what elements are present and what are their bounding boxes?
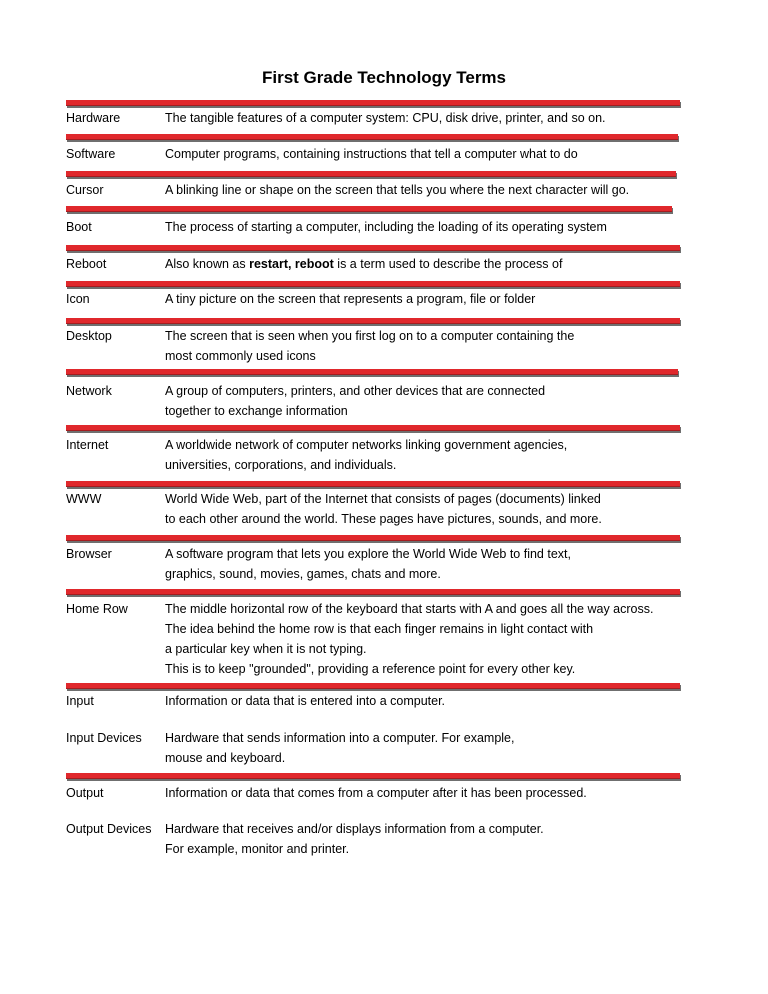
term-definition — [165, 783, 587, 803]
term-definition — [165, 144, 578, 164]
definition-line: Information or data that comes from a computer after it has been processed. — [165, 786, 587, 800]
divider-rule — [66, 245, 680, 251]
definition-line: universities, corporations, and individuals. — [165, 458, 397, 472]
term-definition — [165, 691, 445, 711]
term-label: Desktop — [66, 329, 112, 343]
term-label: Hardware — [66, 111, 121, 125]
definition-line: A software program that lets you explore the World Wide Web to find text, — [165, 547, 571, 561]
definition-line: Also known as restart, reboot is a term used to describe the process of — [165, 257, 563, 271]
term-definition — [165, 217, 607, 237]
divider-rule — [66, 481, 680, 487]
term-label: Output Devices — [66, 822, 152, 836]
divider-rule — [66, 683, 680, 689]
term-definition — [165, 326, 574, 366]
divider-rule — [66, 773, 680, 779]
definition-line: A tiny picture on the screen that represents a program, file or folder — [165, 292, 536, 306]
term-definition — [165, 819, 544, 859]
divider-rule — [66, 134, 678, 140]
term-definition — [165, 728, 514, 768]
page-title: First Grade Technology Terms — [261, 68, 507, 87]
divider-rule — [66, 281, 680, 287]
divider-rule — [66, 589, 680, 595]
definition-line: The idea behind the home row is that each finger remains in light contact with — [165, 622, 594, 636]
term-definition — [165, 180, 629, 200]
definition-line: This is to keep "grounded", providing a reference point for every other key. — [165, 662, 576, 676]
term-label: Output — [66, 786, 104, 800]
term-label: Software — [66, 147, 116, 161]
definition-line: Hardware that sends information into a computer. For example, — [165, 731, 515, 745]
definition-line: The screen that is seen when you first log on to a computer containing the — [165, 329, 575, 343]
definition-line: graphics, sound, movies, games, chats and more. — [165, 567, 441, 581]
divider-rule — [66, 206, 672, 212]
term-definition — [165, 489, 602, 529]
definition-line: A blinking line or shape on the screen that tells you where the next character will go. — [165, 183, 630, 197]
definition-line: Information or data that is entered into a computer. — [165, 694, 446, 708]
definition-line: most commonly used icons — [165, 349, 316, 363]
definition-line: World Wide Web, part of the Internet that consists of pages (documents) linked — [165, 492, 601, 506]
term-definition — [165, 599, 653, 679]
divider-rule — [66, 425, 680, 431]
divider-rule — [66, 100, 680, 106]
divider-rule — [66, 171, 676, 177]
definition-line: Computer programs, containing instructions that tell a computer what to do — [165, 147, 578, 161]
term-label: Reboot — [66, 257, 107, 271]
term-definition — [165, 435, 567, 475]
term-definition — [165, 254, 562, 274]
term-label: Home Row — [66, 602, 128, 616]
term-label: Input — [66, 694, 94, 708]
definition-line: A group of computers, printers, and other devices that are connected — [165, 384, 546, 398]
term-label: Internet — [66, 438, 109, 452]
definition-line: For example, monitor and printer. — [165, 842, 350, 856]
definition-line: The tangible features of a computer system: CPU, disk drive, printer, and so on. — [165, 111, 606, 125]
definition-line: to each other around the world. These pages have pictures, sounds, and more. — [165, 512, 602, 526]
definition-line: together to exchange information — [165, 404, 348, 418]
term-label: Boot — [66, 220, 92, 234]
divider-rule — [66, 369, 678, 375]
term-definition — [165, 289, 535, 309]
definition-line: The middle horizontal row of the keyboard that starts with A and goes all the way across. — [165, 602, 654, 616]
term-label: Input Devices — [66, 731, 142, 745]
term-definition — [165, 381, 545, 421]
term-definition — [165, 108, 606, 128]
term-label: Network — [66, 384, 112, 398]
divider-rule — [66, 535, 680, 541]
definition-line: The process of starting a computer, including the loading of its operating system — [165, 220, 607, 234]
definition-line: mouse and keyboard. — [165, 751, 286, 765]
term-label: Browser — [66, 547, 112, 561]
divider-rule — [66, 318, 680, 324]
term-label: Cursor — [66, 183, 104, 197]
definition-line: A worldwide network of computer networks linking government agencies, — [165, 438, 568, 452]
term-label: WWW — [66, 492, 102, 506]
term-definition — [165, 544, 571, 584]
definition-line: a particular key when it is not typing. — [165, 642, 367, 656]
definition-line: Hardware that receives and/or displays information from a computer. — [165, 822, 544, 836]
term-label: Icon — [66, 292, 90, 306]
